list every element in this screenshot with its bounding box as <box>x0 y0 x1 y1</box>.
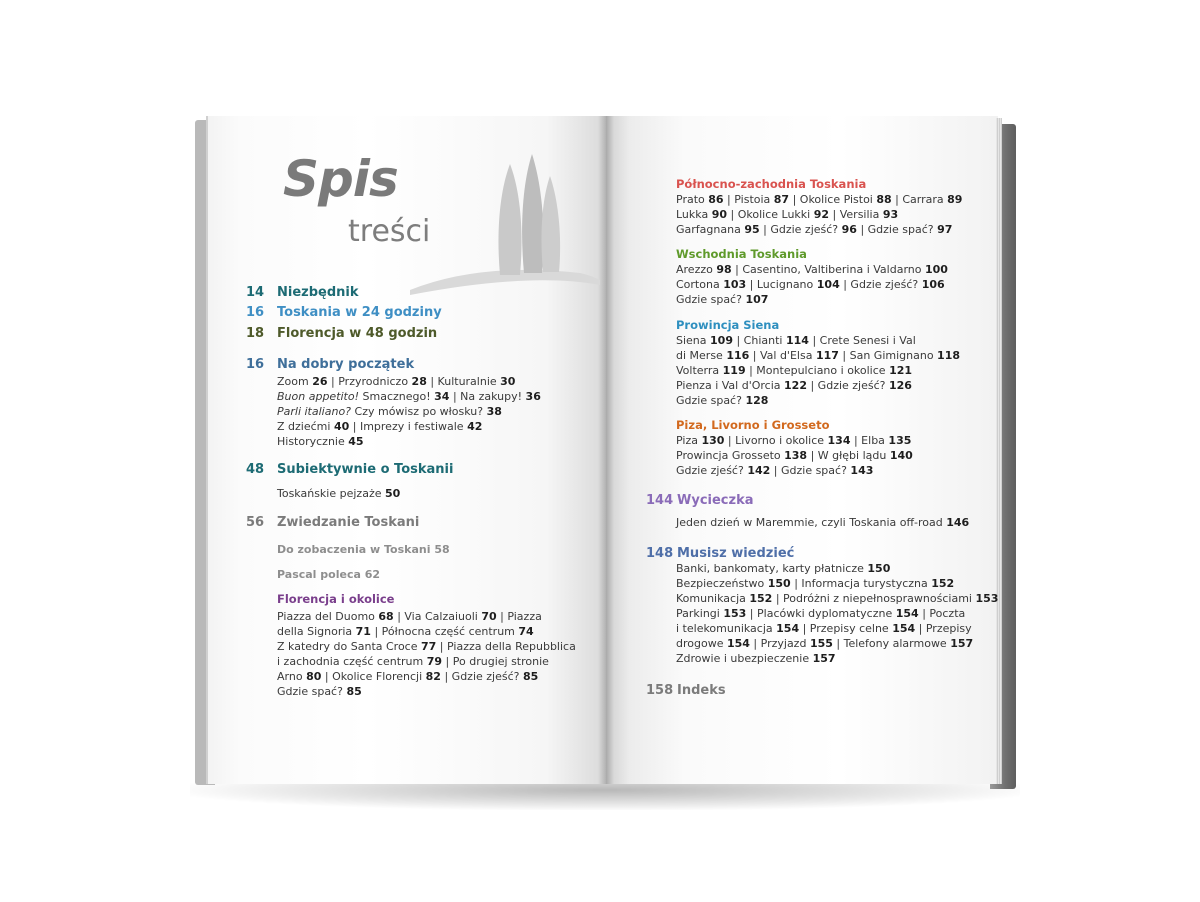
toc-entry-line <box>676 606 998 621</box>
page-number: 155 <box>809 637 833 650</box>
section-title: Północno-zachodnia Toskania <box>676 177 867 191</box>
toc-entry-line <box>676 651 998 666</box>
page-number: 116 <box>726 349 750 362</box>
entry-text: drogowe <box>676 637 727 650</box>
section-florencja-entries <box>277 609 576 699</box>
toc-entry-line <box>277 624 576 639</box>
toc-entry-line <box>676 621 998 636</box>
toc-entry-line <box>676 333 960 348</box>
entry-text: | Carrara <box>891 193 948 206</box>
toc-entry-line <box>676 262 948 277</box>
page-number: 79 <box>426 655 443 668</box>
page-number: 28 <box>411 375 427 388</box>
toc-entry-line <box>676 348 960 363</box>
entry-text: | Montepulciano i okolice <box>745 364 890 377</box>
toc-entry-line <box>676 192 962 207</box>
toc-entry-line <box>277 669 576 684</box>
entry-text: | Okolice Lukki <box>727 208 814 221</box>
page-number: 26 <box>312 375 328 388</box>
page-number: 118 <box>937 349 961 362</box>
entry-text: Prato <box>676 193 709 206</box>
page-number: 154 <box>895 607 919 620</box>
entry-text: | Val d'Elsa <box>749 349 816 362</box>
chapter-2[interactable] <box>246 305 442 320</box>
page-number: 103 <box>723 278 747 291</box>
page-number: 106 <box>921 278 945 291</box>
page-number: 100 <box>924 263 948 276</box>
chapter-title: Zwiedzanie Toskani <box>277 515 420 530</box>
entry-text: Piazza del Duomo <box>277 610 379 623</box>
chapter-title: Na dobry początek <box>277 357 415 372</box>
entry-text: | Na zakupy! <box>449 390 526 403</box>
entry-text: | Livorno i okolice <box>724 434 828 447</box>
page-number: 97 <box>937 223 953 236</box>
page-number: 143 <box>850 464 874 477</box>
entry-text: | Versilia <box>829 208 883 221</box>
page-number: 77 <box>421 640 437 653</box>
page-number: 80 <box>306 670 322 683</box>
page-number: 85 <box>346 685 362 698</box>
entry-text: | Przyjazd <box>749 637 810 650</box>
chapter-title: Subiektywnie o Toskanii <box>277 462 454 477</box>
chapter-title: Musisz wiedzieć <box>677 546 795 561</box>
entry-text: | Podróżni z niepełnosprawnościami <box>772 592 976 605</box>
chapter-1[interactable] <box>246 285 359 300</box>
entry-text: | Gdzie zjeść? <box>806 379 889 392</box>
entry-do-zobaczenia[interactable]: Do zobaczenia w Toskani 58 <box>277 543 450 556</box>
page-number: 34 <box>434 390 450 403</box>
chapter-page-number: 148 <box>646 546 674 561</box>
page-number: 130 <box>701 434 725 447</box>
toc-entry-line <box>277 486 400 501</box>
page-number: 121 <box>889 364 913 377</box>
toc-entry-line <box>676 433 913 448</box>
page-number: 135 <box>888 434 912 447</box>
entry-text: | Informacja turystyczna <box>790 577 932 590</box>
chapter-page-number: 48 <box>246 462 265 477</box>
entry-text: | Okolice Pistoi <box>789 193 877 206</box>
entry-text: | Lucignano <box>746 278 817 291</box>
toc-entry-line <box>277 684 576 699</box>
section-2 <box>676 247 948 307</box>
entry-text: della Signoria <box>277 625 356 638</box>
entry-text: Historycznie <box>277 435 349 448</box>
entry-text: | Placówki dyplomatyczne <box>746 607 896 620</box>
section-title: Prowincja Siena <box>676 318 780 332</box>
page-number: 90 <box>711 208 728 221</box>
entry-text: Garfagnana <box>676 223 745 236</box>
toc-entry-line <box>676 292 948 307</box>
page-number: 153 <box>723 607 747 620</box>
page-number: 126 <box>889 379 912 392</box>
page-number: 153 <box>975 592 999 605</box>
entry-text: Arezzo <box>676 263 717 276</box>
section-title: Piza, Livorno i Grosseto <box>676 418 830 432</box>
entry-text: | Piazza della Repubblica <box>436 640 576 653</box>
chapter-indeks[interactable] <box>646 683 726 698</box>
toc-entry-line <box>676 448 913 463</box>
entry-text: Zoom <box>277 375 313 388</box>
entry-text: | Przepisy celne <box>799 622 893 635</box>
page-number: 89 <box>947 193 963 206</box>
entry-text-italic: Buon appetito! <box>277 390 360 403</box>
page-number: 140 <box>889 449 913 462</box>
entry-text: di Merse <box>676 349 727 362</box>
chapter-musisz-wiedziec[interactable] <box>646 546 794 561</box>
page-number: 40 <box>333 420 350 433</box>
chapter-title: Wycieczka <box>677 493 754 508</box>
toc-entry-line <box>676 222 962 237</box>
section-1 <box>676 177 962 237</box>
page-number: 98 <box>716 263 732 276</box>
page-number: 70 <box>481 610 497 623</box>
page-number: 138 <box>784 449 808 462</box>
chapter-musisz-wiedziec-entries <box>676 561 998 666</box>
title-spis: Spis <box>283 150 398 208</box>
toc-entry-line <box>277 639 576 654</box>
chapter-page-number: 16 <box>246 357 265 372</box>
page-number: 71 <box>355 625 371 638</box>
entry-text: | Przepisy <box>915 622 972 635</box>
chapter-zwiedzanie[interactable] <box>246 515 419 530</box>
entry-text: | Via Calzaiuoli <box>393 610 482 623</box>
entry-text-italic: Parli italiano? <box>277 405 352 418</box>
page-number: 146 <box>946 516 970 529</box>
entry-text: | Telefony alarmowe <box>832 637 951 650</box>
chapter-title: Indeks <box>677 683 726 698</box>
page-number: 92 <box>813 208 830 221</box>
chapter-page-number: 18 <box>246 326 265 341</box>
section-3 <box>676 318 960 408</box>
entry-text: Gdzie spać? <box>676 394 746 407</box>
toc-entry-line <box>277 404 541 419</box>
entry-text: Prowincja Grosseto <box>676 449 785 462</box>
chapter-page-number: 158 <box>646 683 674 698</box>
entry-text: | Kulturalnie <box>426 375 501 388</box>
toc-entry-line <box>277 419 541 434</box>
toc-entry-line <box>676 363 960 378</box>
page-number: 154 <box>892 622 916 635</box>
title-tresci: treści <box>348 214 431 249</box>
entry-text: i zachodnia część centrum <box>277 655 427 668</box>
toc-entry-line <box>676 515 969 530</box>
entry-text: Cortona <box>676 278 724 291</box>
toc-entry-line <box>676 576 998 591</box>
page-number: 68 <box>378 610 394 623</box>
entry-text: | Gdzie spać? <box>770 464 851 477</box>
chapter-page-number: 144 <box>646 493 674 508</box>
page-number: 85 <box>522 670 539 683</box>
chapter-title: Niezbędnik <box>277 285 359 300</box>
entry-text: | Casentino, Valtiberina i Valdarno <box>731 263 925 276</box>
entry-text: | San Gimignano <box>838 349 938 362</box>
chapter-wycieczka-entries <box>676 515 969 530</box>
entry-text: Czy mówisz po włosku? <box>351 405 487 418</box>
entry-text: | Pistoia <box>723 193 774 206</box>
entry-text: Bezpieczeństwo <box>676 577 768 590</box>
page-number: 93 <box>882 208 899 221</box>
page-number: 157 <box>950 637 974 650</box>
page-number: 157 <box>812 652 836 665</box>
page-number: 142 <box>747 464 771 477</box>
chapter-3[interactable] <box>246 326 437 341</box>
section-4 <box>676 418 913 478</box>
toc-entry-line <box>277 434 541 449</box>
page-number: 38 <box>486 405 502 418</box>
toc-entry-line <box>676 393 960 408</box>
cypress-trees-illustration <box>410 140 600 300</box>
chapter-wycieczka[interactable] <box>646 493 753 508</box>
entry-text: | Elba <box>850 434 889 447</box>
entry-text: Komunikacja <box>676 592 750 605</box>
entry-text: Gdzie spać? <box>676 293 746 306</box>
toc-entry-line <box>676 463 913 478</box>
section-title: Florencja i okolice <box>277 592 395 606</box>
entry-text: Volterra <box>676 364 723 377</box>
page-number: 109 <box>710 334 733 347</box>
toc-entry-line <box>676 591 998 606</box>
toc-entry-line <box>277 389 541 404</box>
entry-text: Zdrowie i ubezpieczenie <box>676 652 813 665</box>
page-number: 82 <box>425 670 441 683</box>
entry-text: Banki, bankomaty, karty płatnicze <box>676 562 868 575</box>
toc-entry-line <box>676 561 998 576</box>
entry-text: | Przyrodniczo <box>327 375 412 388</box>
entry-text: i telekomunikacja <box>676 622 777 635</box>
page-number: 134 <box>827 434 851 447</box>
page-number: 114 <box>785 334 809 347</box>
page-number: 150 <box>867 562 891 575</box>
page-number: 128 <box>745 394 769 407</box>
section-title: Wschodnia Toskania <box>676 247 807 261</box>
entry-text: Gdzie zjeść? <box>676 464 748 477</box>
entry-text: Z katedry do Santa Croce <box>277 640 421 653</box>
chapter-na-dobry-poczatek[interactable] <box>246 357 414 372</box>
entry-text: | Północna część centrum <box>370 625 519 638</box>
chapter-title: Toskania w 24 godziny <box>277 305 442 320</box>
page-number: 95 <box>744 223 760 236</box>
page-stack-edge <box>996 118 1002 784</box>
book-gutter <box>598 116 614 784</box>
toc-entry-line <box>277 654 576 669</box>
entry-text: Z dziećmi <box>277 420 334 433</box>
page-number: 104 <box>816 278 840 291</box>
chapter-subiektywnie-entries <box>277 486 400 501</box>
entry-text: | Gdzie zjeść? <box>759 223 842 236</box>
toc-entry-line <box>277 374 541 389</box>
page-number: 45 <box>348 435 364 448</box>
chapter-title: Florencja w 48 godzin <box>277 326 438 341</box>
entry-pascal-poleca[interactable]: Pascal poleca 62 <box>277 568 381 581</box>
page-number: 117 <box>815 349 839 362</box>
toc-entry-line <box>676 378 960 393</box>
entry-text: Lukka <box>676 208 712 221</box>
page-number: 122 <box>784 379 807 392</box>
entry-text: | Gdzie zjeść? <box>839 278 922 291</box>
page-number: 150 <box>767 577 791 590</box>
entry-text: | W głębi lądu <box>807 449 890 462</box>
entry-text: Parkingi <box>676 607 724 620</box>
entry-text: | Okolice Florencji <box>321 670 426 683</box>
page-number: 86 <box>708 193 724 206</box>
page-number: 50 <box>384 487 401 500</box>
entry-text: | Poczta <box>918 607 966 620</box>
section-florencja-heading <box>277 592 394 607</box>
chapter-page-number: 16 <box>246 305 265 320</box>
entry-text: Arno <box>277 670 307 683</box>
entry-text: Siena <box>676 334 711 347</box>
page-number: 119 <box>722 364 746 377</box>
entry-text: Smacznego! <box>359 390 435 403</box>
entry-text: Gdzie spać? <box>277 685 347 698</box>
entry-text: | Crete Senesi i Val <box>808 334 916 347</box>
entry-text: | Gdzie spać? <box>856 223 938 236</box>
page-number: 152 <box>749 592 773 605</box>
entry-text: | Imprezy i festiwale <box>349 420 468 433</box>
chapter-subiektywnie[interactable] <box>246 462 453 477</box>
page-number: 152 <box>931 577 955 590</box>
page-number: 154 <box>726 637 750 650</box>
page-number: 107 <box>745 293 769 306</box>
entry-text: | Chianti <box>732 334 786 347</box>
page-number: 74 <box>518 625 534 638</box>
chapter-page-number: 56 <box>246 515 265 530</box>
chapter-page-number: 14 <box>246 285 265 300</box>
entry-text: Jeden dzień w Maremmie, czyli Toskania off-road <box>676 516 947 529</box>
toc-entry-line <box>277 609 576 624</box>
page-number: 30 <box>500 375 516 388</box>
toc-entry-line <box>676 277 948 292</box>
toc-entry-line <box>676 207 962 222</box>
page-number: 88 <box>876 193 892 206</box>
page-number: 96 <box>841 223 857 236</box>
entry-text: | Piazza <box>496 610 542 623</box>
page-number: 36 <box>525 390 541 403</box>
entry-text: | Po drugiej stronie <box>442 655 549 668</box>
entry-text: Pienza i Val d'Orcia <box>676 379 785 392</box>
entry-text: Toskańskie pejzaże <box>277 487 385 500</box>
page-number: 154 <box>776 622 800 635</box>
chapter-na-dobry-poczatek-entries <box>277 374 541 449</box>
entry-text: | Gdzie zjeść? <box>440 670 523 683</box>
toc-entry-line <box>676 636 998 651</box>
entry-text: Piza <box>676 434 702 447</box>
page-number: 87 <box>773 193 790 206</box>
page-number: 42 <box>467 420 483 433</box>
